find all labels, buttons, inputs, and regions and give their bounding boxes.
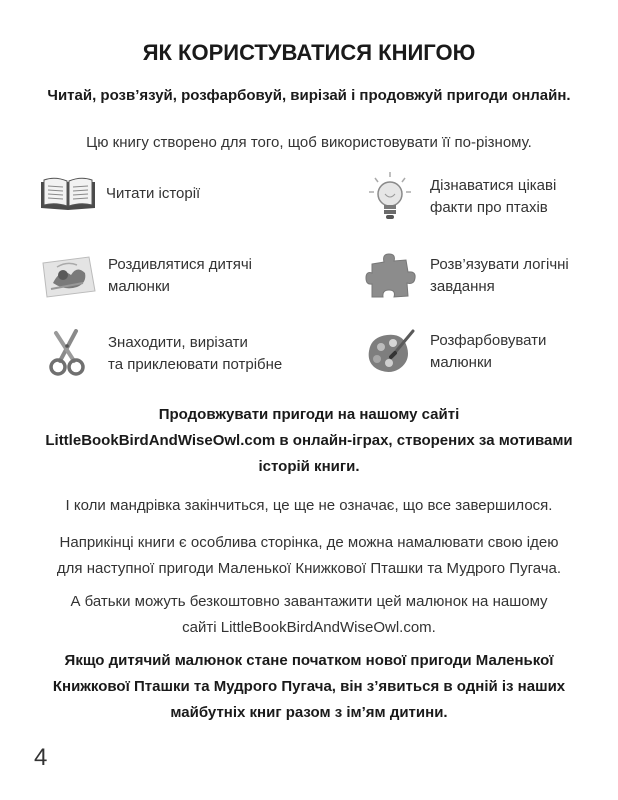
- paint-palette-icon: [358, 326, 422, 378]
- feature-label: Роздивлятися дитячі малюнки: [108, 256, 253, 295]
- feature-coloring: [358, 326, 546, 378]
- paragraph-special-page: Наприкінці книги є особлива сторінка, де можна намалювати свою ідею для наступної пригоди Маленької Книжкової Пташки та Мудрого Пугача.: [56, 534, 562, 577]
- paragraph-parents-download: А батьки можуть безкоштовно завантажити цей малюнок на нашому сайті LittleBookBirdAndWiseOwl.com.: [70, 593, 548, 636]
- scissors-icon: [36, 328, 100, 380]
- feature-label: Розв’язувати логічні завдання: [430, 256, 569, 295]
- light-bulb-icon: [358, 171, 422, 223]
- feature-label: Дізнаватися цікаві факти про птахів: [430, 177, 557, 216]
- feature-label: Розфарбовувати малюнки: [430, 332, 547, 371]
- open-book-icon: [36, 168, 100, 220]
- closing-block: Якщо дитячий малюнок стане початком нової пригоди Маленької Книжкової Пташки та Мудрого Пугача, він з’явиться в одній із наших майбутніх книг разом з ім’ям дитини.: [52, 652, 566, 721]
- paragraph-journey: І коли мандрівка закінчиться, це ще не означає, що все завершилося.: [65, 497, 553, 514]
- page-title: ЯК КОРИСТУВАТИСЯ КНИГОЮ: [142, 40, 476, 65]
- feature-label: Читати історії: [106, 185, 201, 202]
- feature-bird-facts: [358, 171, 556, 223]
- feature-label: Знаходити, вирізати та приклеювати потрібне: [108, 334, 283, 373]
- feature-solve-puzzles: [358, 250, 569, 302]
- page-number: 4: [34, 744, 48, 771]
- feature-view-drawings: [36, 250, 252, 302]
- feature-read-stories: [36, 168, 200, 220]
- feature-cut-paste: [36, 328, 282, 380]
- puzzle-piece-icon: [358, 250, 422, 302]
- drawing-icon: [36, 250, 100, 302]
- website-block: Продовжувати пригоди на нашому сайті LittleBookBirdAndWiseOwl.com в онлайн-іграх, створених за мотивами історій книги.: [45, 406, 573, 475]
- intro-text: Цю книгу створено для того, щоб використовувати її по-різному.: [86, 134, 532, 151]
- page-subtitle: Читай, розв’язуй, розфарбовуй, вирізай і продовжуй пригоди онлайн.: [47, 87, 571, 104]
